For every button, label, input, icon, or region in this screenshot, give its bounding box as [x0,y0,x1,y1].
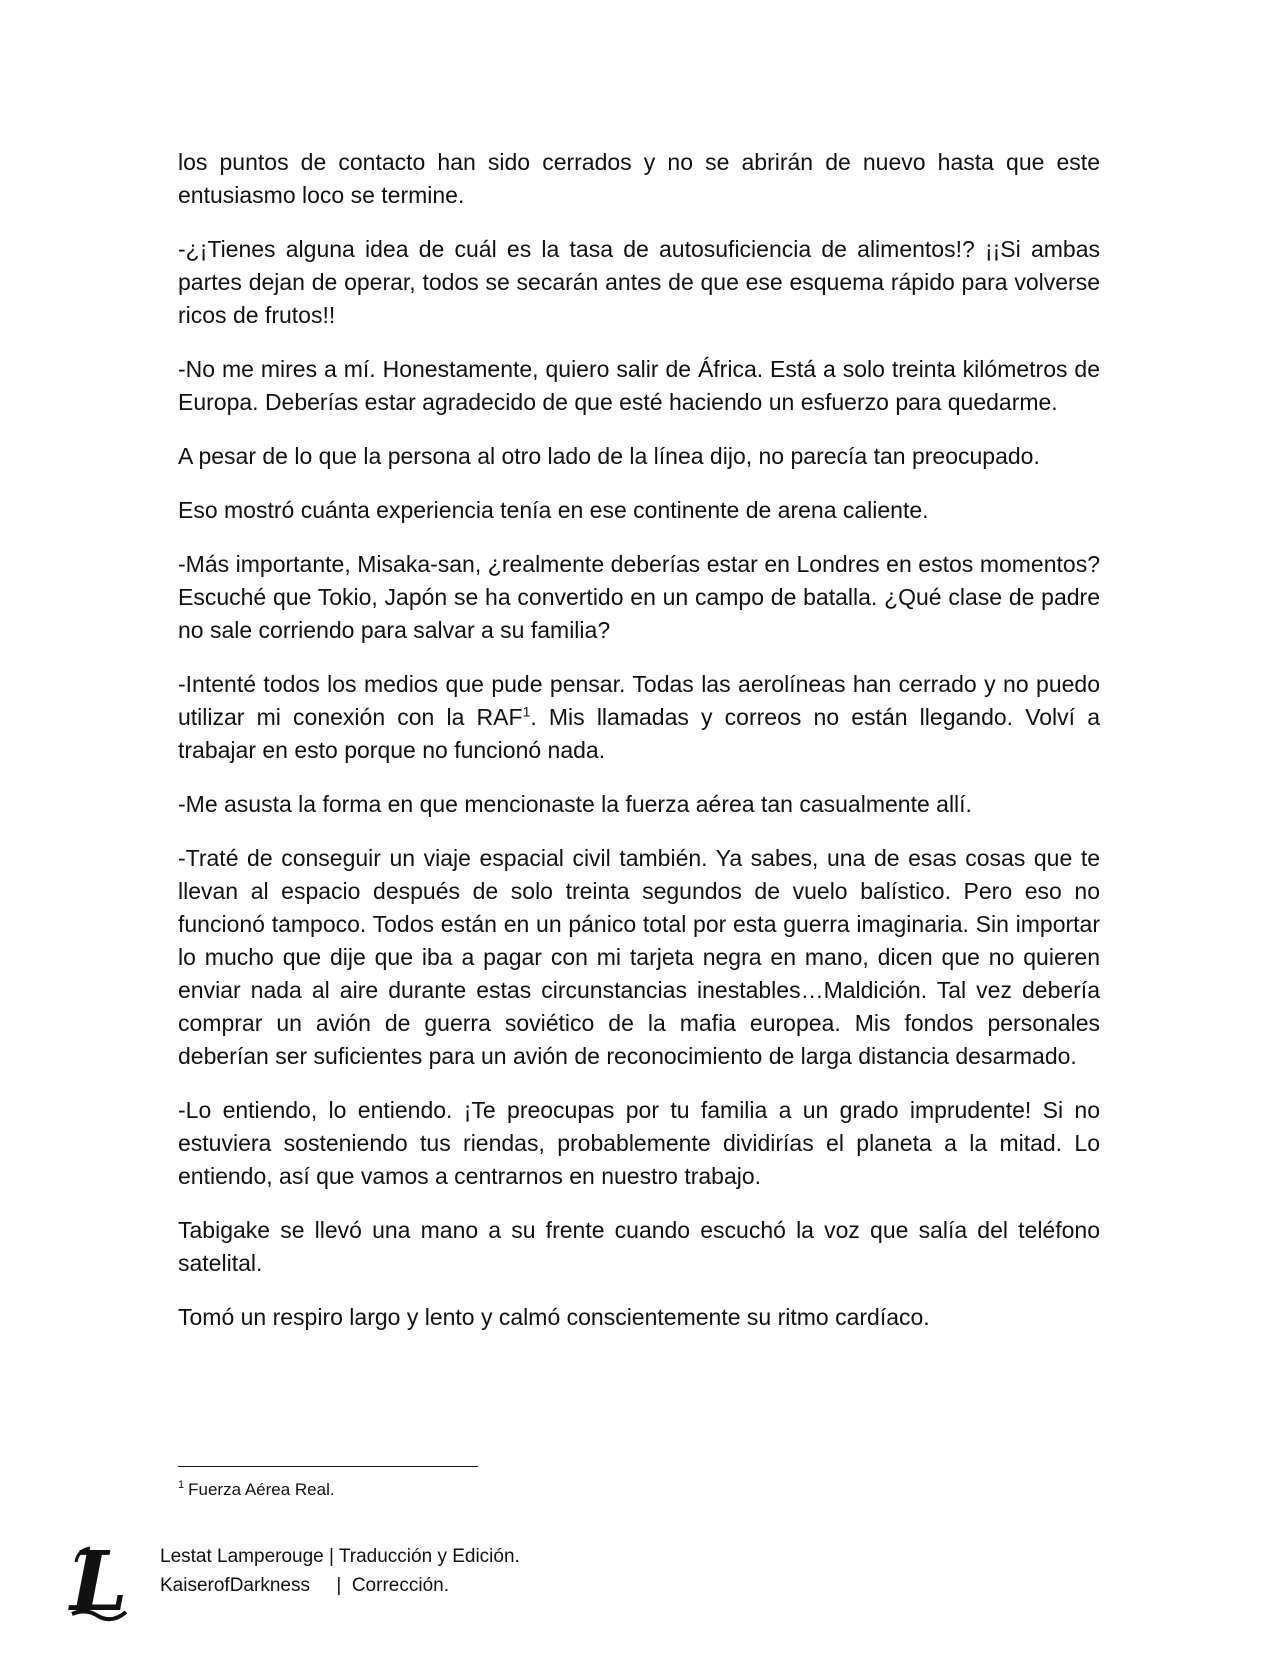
credits [160,1542,520,1600]
paragraph-9: -Traté de conseguir un viaje espacial civil también. Ya sabes, una de esas cosas que te llevan al espacio después de solo treinta segundos de vuelo balístico. Pero eso no funcionó tampoco. Todos están en un pánico total por esta guerra imaginaria. Sin importar lo mucho que dije que iba a pagar con mi tarjeta negra en mano, dicen que no quieren enviar nada al aire durante estas circunstancias inestables…Maldición. Tal vez debería comprar un avión de guerra soviético de la mafia europea. Mis fondos personales deberían ser suficientes para un avión de reconocimiento de larga distancia desarmado. [178,845,1100,1069]
paragraph-6: -Más importante, Misaka-san, ¿realmente deberías estar en Londres en estos momentos? Escuché que Tokio, Japón se ha convertido en un campo de batalla. ¿Qué clase de padre no sale corriendo para salvar a su familia? [178,551,1100,643]
gothic-l-logo-icon [68,1540,128,1622]
page-footer [68,1540,768,1630]
paragraph-12: Tomó un respiro largo y lento y calmó conscientemente su ritmo cardíaco. [178,1304,930,1330]
paragraph-4: A pesar de lo que la persona al otro lado de la línea dijo, no parecía tan preocupado. [178,443,1040,469]
footnote-divider [178,1466,478,1467]
paragraph-7 [178,668,1100,767]
credit-correction: KaiserofDarkness | Corrección. [160,1575,449,1596]
paragraph-2: -¿¡Tienes alguna idea de cuál es la tasa de autosuficiencia de alimentos!? ¡¡Si ambas partes dejan de operar, todos se secarán antes de que ese esquema rápido para volverse ricos de frutos!! [178,236,1100,328]
paragraph-10: -Lo entiendo, lo entiendo. ¡Te preocupas por tu familia a un grado imprudente! Si no estuviera sosteniendo tus riendas, probablemente dividirías el planeta a la mitad. Lo entiendo, así que vamos a centrarnos en nuestro trabajo. [178,1097,1100,1189]
paragraph-8: -Me asusta la forma en que mencionaste la fuerza aérea tan casualmente allí. [178,791,972,817]
footnote [178,1478,335,1502]
logo-letter: L [70,1540,128,1622]
body-text [178,146,1100,1355]
paragraph-11: Tabigake se llevó una mano a su frente cuando escuchó la voz que salía del teléfono satelital. [178,1217,1100,1276]
paragraph-7-before: -Intenté todos los medios que pude pensar. Todas las aerolíneas han cerrado y no puedo utilizar mi conexión con la RAF [178,671,1100,730]
paragraph-1: los puntos de contacto han sido cerrados y no se abrirán de nuevo hasta que este entusiasmo loco se termine. [178,149,1100,208]
paragraph-7-after: . Mis llamadas y correos no están llegando. Volví a trabajar en esto porque no funcionó nada. [178,704,1100,763]
paragraph-3: -No me mires a mí. Honestamente, quiero salir de África. Está a solo treinta kilómetros de Europa. Deberías estar agradecido de que esté haciendo un esfuerzo para quedarme. [178,356,1100,415]
paragraph-5: Eso mostró cuánta experiencia tenía en ese continente de arena caliente. [178,497,929,523]
footnote-text: Fuerza Aérea Real. [188,1480,335,1499]
credit-translation: Lestat Lamperouge | Traducción y Edición. [160,1546,520,1567]
footnote-number: 1 [178,1479,185,1492]
footnote-reference[interactable]: 1 [522,703,531,720]
